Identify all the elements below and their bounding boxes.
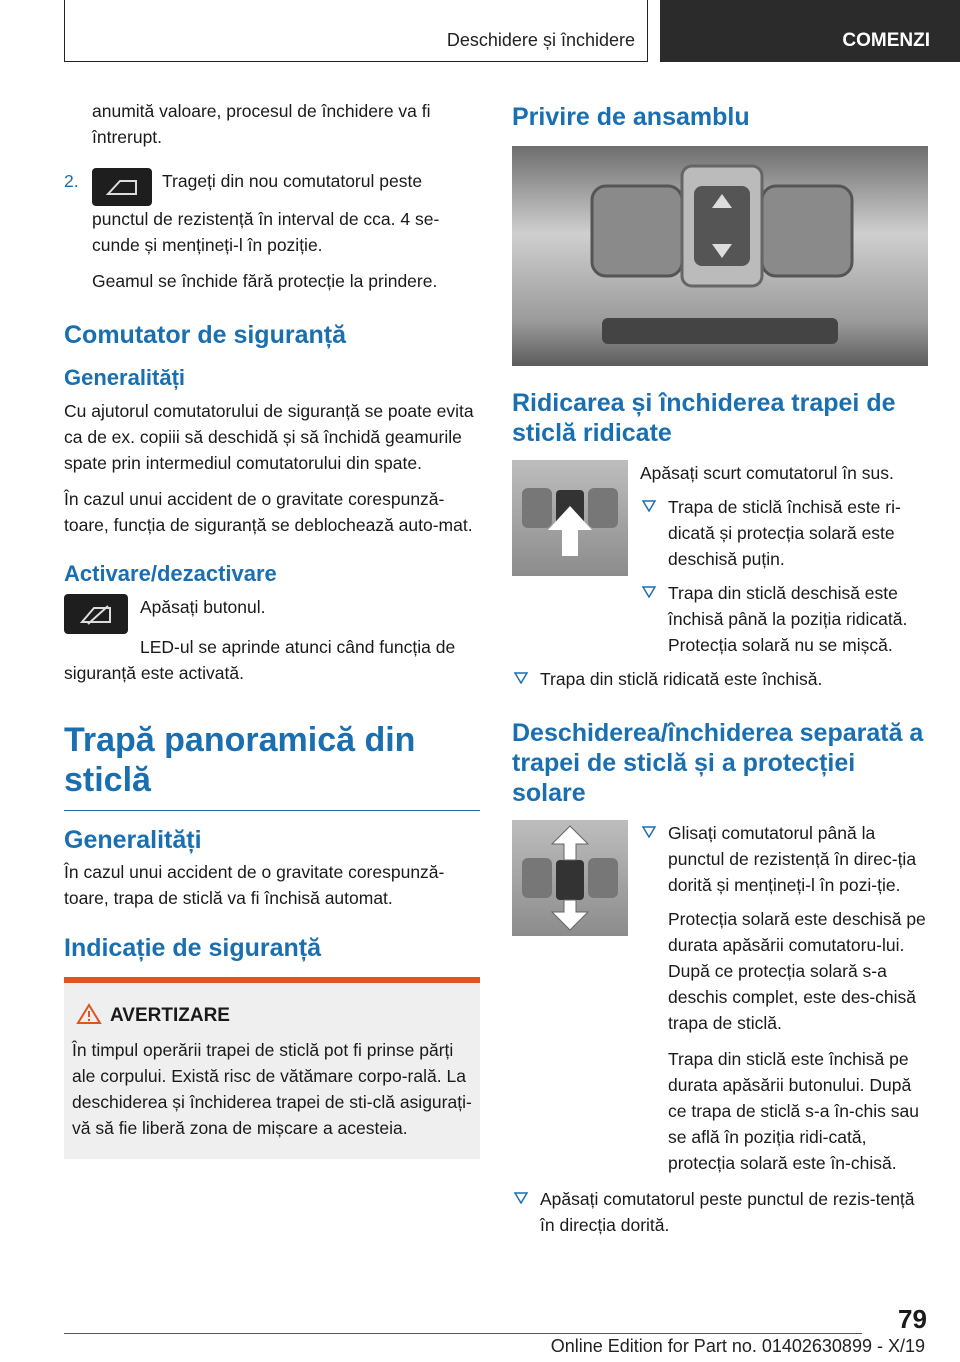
header-chapter-tab: COMENZI (660, 0, 960, 62)
step-2 (64, 168, 480, 294)
paragraph-general-1: Cu ajutorul comutatorului de siguranță se poate evita ca de ex. copiii să deschidă și să închidă geamurile spate prin intermediul comutatorului din spate. (64, 401, 474, 473)
raise-section (512, 460, 928, 666)
page-number: 79 (898, 1304, 927, 1334)
heading-safety-switch: Comutator de siguranță (64, 321, 346, 349)
step-number: 2. (64, 171, 79, 191)
separate-bullet-1: Glisați comutatorul până la punctul de rezistență în direc-ția dorită și mențineți-l în pozi-ție. (640, 820, 928, 898)
heading-activate: Activare/dezactivare (64, 561, 277, 586)
step-2-result: Geamul se închide fără protecție la prindere. (92, 271, 438, 291)
paragraph-press-button: Apăsați butonul. (140, 597, 266, 617)
paragraph-led: LED-ul se aprinde atunci când funcția de siguranță este activată. (64, 637, 456, 683)
separate-paragraph-1: Protecția solară este deschisă pe durata apăsării comutatoru-lui. După ce protecția solară s-a deschis complet, este des-chisă trapa de sticlă. (668, 909, 926, 1033)
heading-raise-close: Ridicarea și închiderea trapei de sticlă ridicate (512, 389, 896, 447)
footer-divider (64, 1333, 862, 1334)
paragraph-press-up: Apăsați scurt comutatorul în sus. (640, 463, 894, 483)
activate-row (64, 594, 480, 634)
header-box (64, 0, 648, 62)
heading-safety-note: Indicație de siguranță (64, 934, 322, 962)
separate-bullet-2: Apăsați comutatorul peste punctul de rezis-tență în direcția dorită. (512, 1186, 928, 1238)
switch-slide-image (512, 820, 628, 936)
paragraph-general-3: În cazul unui accident de o gravitate corespunză-toare, trapa de sticlă va fi închisă automat. (64, 862, 445, 908)
warning-box (64, 977, 480, 1159)
heading-general-2: Generalități (64, 826, 202, 854)
header-section-title: Deschidere și închidere (446, 30, 635, 50)
paragraph-general-2: În cazul unui accident de o gravitate corespunză-toare, funcția de siguranță se deblochează auto-mat. (64, 489, 473, 535)
heading-general-1: Generalități (64, 365, 186, 390)
window-switch-icon (92, 168, 152, 206)
warning-triangle-icon (76, 1003, 102, 1025)
separate-paragraph-2: Trapa din sticlă este închisă pe durata apăsării butonului. După ce trapa de sticlă s-a în-chis sau se află în poziția ridi-cată, protecția solară este în-chisă. (668, 1049, 919, 1173)
heading-panoramic-sunroof: Trapă panoramică din sticlă (64, 720, 480, 811)
paragraph-continued: anumită valoare, procesul de închidere va fi întrerupt. (92, 101, 431, 147)
left-column (64, 98, 480, 1159)
warning-text: În timpul operării trapei de sticlă pot fi prinse părți ale corpului. Există risc de vătămare corpo-rală. La deschiderea și închiderea trapei de sti-clă asigurați-vă să fie liberă zona de mișcare a acesteia. (72, 1040, 472, 1138)
heading-separate: Deschiderea/închiderea separată a trapei de sticlă și a protecției solare (512, 719, 924, 807)
raise-bullet-3: Trapa din sticlă ridicată este închisă. (512, 666, 928, 692)
roof-console-photo (512, 146, 928, 366)
switch-up-image (512, 460, 628, 576)
right-column (512, 98, 928, 1246)
warning-title: AVERTIZARE (110, 1003, 472, 1029)
raise-bullet-1: Trapa de sticlă închisă este ri-dicată și protecția solară este deschisă puțin. (640, 494, 928, 572)
footer-edition: Online Edition for Part no. 01402630899 - X/19 (550, 1336, 925, 1356)
raise-bullet-2: Trapa din sticlă deschisă este închisă până la poziția ridicată. Protecția solară nu se mișcă. (640, 580, 928, 658)
heading-overview: Privire de ansamblu (512, 103, 750, 131)
safety-button-icon (64, 594, 128, 634)
step-2-text: Trageți din nou comutatorul peste punctul de rezistență în interval de cca. 4 se-cunde și mențineți-l în poziție. (92, 171, 440, 255)
separate-section (512, 820, 928, 1186)
